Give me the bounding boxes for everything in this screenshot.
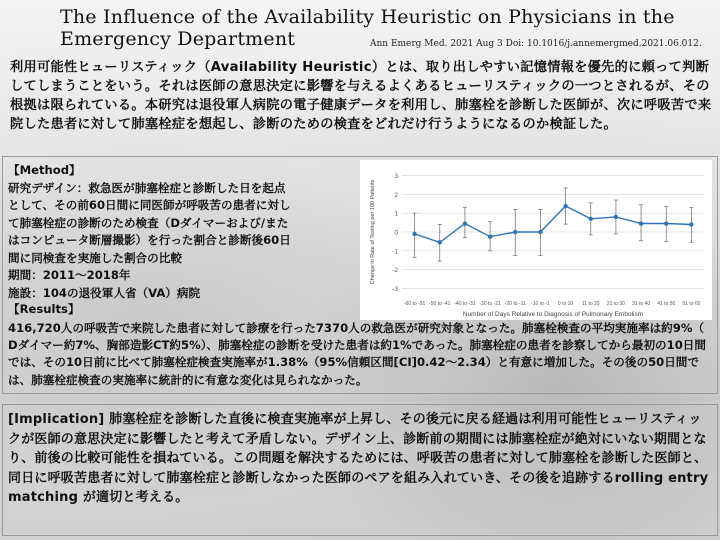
data-point — [463, 221, 467, 225]
x-axis-label: Number of Days Relative to Diagnosis of Pulmonary Embolism — [462, 311, 644, 318]
x-tick-label: 21 to 30 — [606, 301, 625, 307]
x-tick-label: -40 to -31 — [454, 301, 476, 307]
data-point — [513, 230, 517, 234]
line-layer — [415, 206, 692, 242]
data-point — [438, 240, 442, 244]
method-line: 施設：104の退役軍人省（VA）病院 — [8, 285, 201, 300]
method-heading: 【Method】 — [8, 163, 81, 177]
method-section — [8, 162, 353, 302]
x-tick-label: -60 to -51 — [403, 301, 426, 307]
y-tick-label: -1 — [392, 248, 398, 256]
citation: Ann Emerg Med. 2021 Aug 3 Doi: 10.1016/j.annemergmed.2021.06.012. — [370, 39, 702, 49]
x-tick-label: -20 to -11 — [504, 301, 526, 307]
testing-rate-chart — [360, 160, 712, 320]
y-tick-label: 2 — [394, 191, 398, 199]
data-point — [589, 217, 593, 221]
x-tick-label: 31 to 40 — [632, 301, 651, 307]
y-axis-label: Change in Rate of Testing per 100 Patients — [370, 179, 376, 285]
results-heading: 【Results】 — [8, 302, 80, 316]
y-tick-label: 3 — [394, 173, 398, 181]
data-point — [614, 215, 618, 219]
x-tick-label: 51 to 60 — [682, 301, 701, 307]
x-tick-label: 41 to 50 — [657, 301, 676, 307]
y-tick-label: -2 — [392, 267, 398, 275]
grid-layer — [402, 176, 704, 289]
data-point — [538, 230, 542, 234]
ci-layer — [413, 188, 694, 261]
method-line: 期間：2011〜2018年 — [8, 268, 131, 282]
data-point — [664, 221, 668, 225]
y-tick-label: 1 — [394, 210, 398, 218]
implication-paragraph: [Implication] 肺塞栓症を診断した直後に検査実施率が上昇し、その後元に戻る経過は利用可能性ヒューリスティックが医師の意思決定に影響したと考えて矛盾しない。デザイン上、診断前の期間には肺塞栓症が絶対にいない期間となり、前後の比較可能性を損ねている。この問題を解決するためには、呼吸苦の患者に対して肺塞栓を診断した医師と、同日に呼吸苦患者に対して肺塞栓症と診断しなかった医師のペアを組み入れていき、その後を追跡するrolling entry matching が適切と考える。 — [8, 412, 709, 505]
data-point — [563, 204, 567, 208]
x-tick-label: -30 to -21 — [479, 301, 501, 307]
series-line — [415, 206, 692, 242]
method-line: て肺塞栓症の診断のため検査（Dダイマーおよび/また — [8, 215, 289, 230]
method-line: 研究デザイン：救急医が肺塞栓症と診断した日を起点 — [8, 180, 286, 195]
data-point — [412, 232, 416, 236]
label-layer — [370, 173, 701, 318]
data-point — [689, 222, 693, 226]
data-point — [639, 221, 643, 225]
page-title: The Influence of the Availability Heuristic on Physicians in the Emergency Department — [60, 6, 675, 50]
intro-paragraph: 利用可能性ヒューリスティック（Availability Heuristic）とは、取り出しやすい記憶情報を優先的に頼って判断してしまうことをいう。それは医師の意思決定に影響を与えるよくあるヒューリスティックの一つとされるが、その根拠は限られている。本研究は退役軍人病院の電子健康データを利用し、肺塞栓を診断した医師が、次に呼吸苦で来院した患者に対して肺塞栓症を想起し、診断のための検査をどれだけ行うようになるのか検証した。 — [10, 60, 712, 132]
method-line: として、その前60日間に同医師が呼吸苦の患者に対し — [8, 198, 291, 212]
method-line: 間に同検査を実施した割合の比較 — [8, 250, 182, 265]
data-point — [488, 235, 492, 239]
results-paragraph: 416,720人の呼吸苦で来院した患者に対して診療を行った7370人の救急医が研究対象となった。肺塞栓検査の平均実施率は約9%（ Dダイマー約7%、胸部造影CT約5%）、肺塞栓症の診断を受けた患者は約1%であった。肺塞栓症の患者を診察してから最初の10日間では、その10日前に比べて肺塞栓症検査実施率が1.38%（95%信頼区間[CI]0.42〜2.34）と有意に増加した。その後の50日間では、肺塞栓症検査の実施率に統計的に有意な変化は見られなかった。 — [8, 321, 706, 387]
y-tick-label: -3 — [392, 285, 398, 293]
chart-svg — [360, 160, 712, 320]
method-line: はコンピュータ断層撮影）を行った割合と診断後60日 — [8, 233, 291, 247]
y-tick-label: 0 — [394, 229, 398, 237]
x-tick-label: -50 to -41 — [429, 301, 451, 307]
x-tick-label: 11 to 20 — [581, 301, 600, 307]
x-tick-label: -10 to -1 — [531, 301, 550, 307]
x-tick-label: 0 to 10 — [557, 301, 574, 307]
